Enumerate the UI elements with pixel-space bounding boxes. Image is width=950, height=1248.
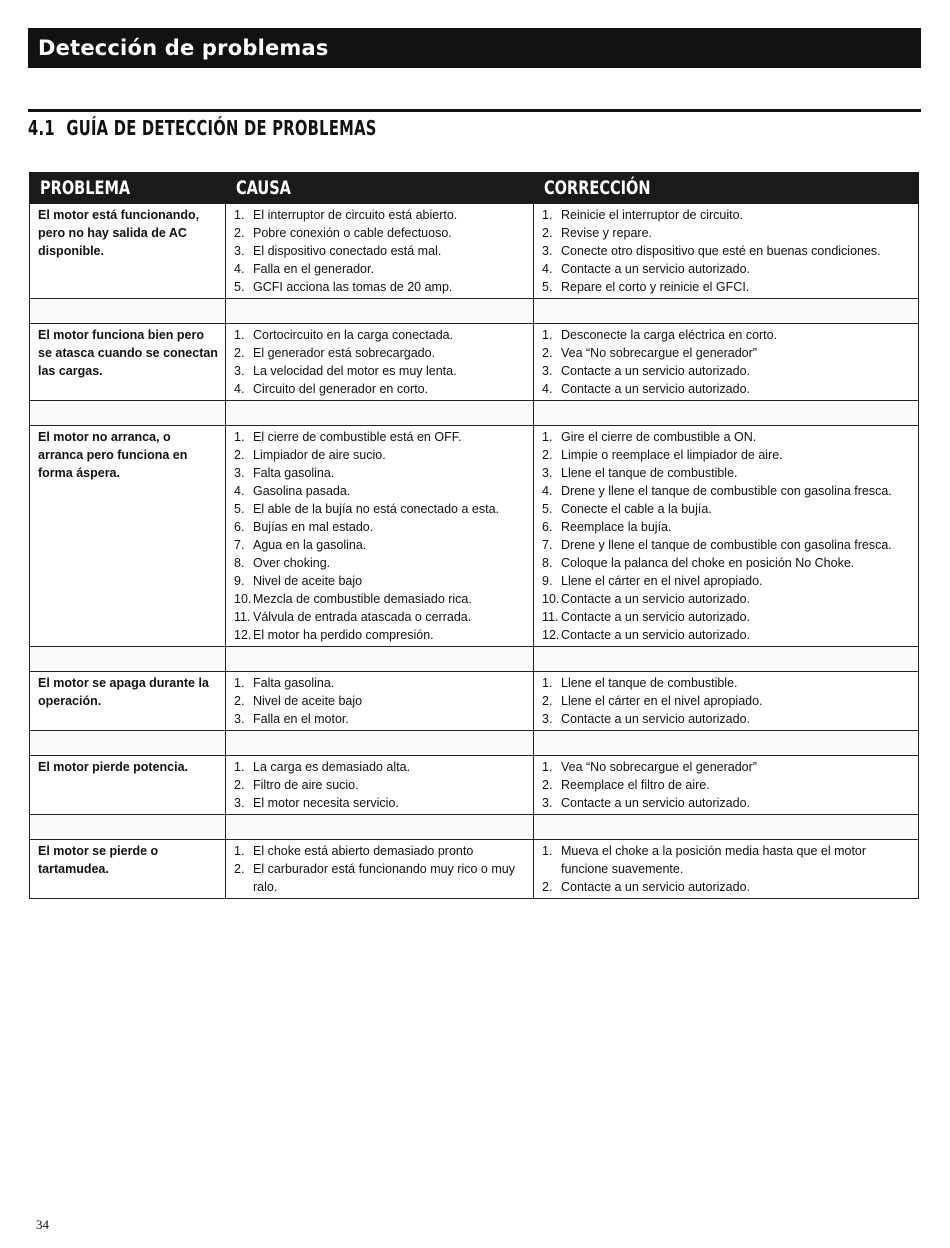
list-item: 2. Limpiador de aire sucio.	[234, 448, 386, 462]
title-rule	[28, 109, 921, 112]
cause-cell	[226, 426, 534, 647]
list-item: 11. Contacte a un servicio autorizado.	[542, 610, 750, 624]
list-item: 2. Pobre conexión o cable defectuoso.	[234, 226, 452, 240]
list-item: 12. El motor ha perdido compresión.	[234, 628, 434, 642]
page-banner: Detección de problemas	[28, 28, 921, 68]
problem-cell: El motor está funcionando, pero no hay salida de AC disponible.	[30, 204, 226, 299]
spacer-cell	[30, 731, 226, 756]
spacer-cell	[534, 815, 919, 840]
list-item: 2. Limpie o reemplace el limpiador de aire.	[542, 448, 783, 462]
list-item: 1. Mueva el choke a la posición media hasta que el motor funcione suavemente.	[542, 844, 867, 876]
list-item: 3. Contacte a un servicio autorizado.	[542, 796, 750, 810]
list-item: 6. Reemplace la bujía.	[542, 520, 672, 534]
spacer-cell	[226, 401, 534, 426]
cause-list	[234, 758, 527, 812]
list-item: 5. Conecte el cable a la bujía.	[542, 502, 712, 516]
list-item: 3. Falla en el motor.	[234, 712, 349, 726]
list-item: 1. Reinicie el interruptor de circuito.	[542, 208, 744, 222]
list-item: 10. Contacte a un servicio autorizado.	[542, 592, 750, 606]
spacer-row	[30, 731, 919, 756]
spacer-cell	[226, 815, 534, 840]
cause-list	[234, 842, 527, 896]
list-item: 1. Falta gasolina.	[234, 676, 335, 690]
list-item: 9. Llene el cárter en el nivel apropiado.	[542, 574, 763, 588]
table-row	[30, 204, 919, 299]
list-item: 4. Circuito del generador en corto.	[234, 382, 429, 396]
list-item: 3. La velocidad del motor es muy lenta.	[234, 364, 457, 378]
correction-list	[542, 842, 912, 896]
list-item: 3. Contacte a un servicio autorizado.	[542, 364, 750, 378]
list-item: 2. El carburador está funcionando muy rico o muy ralo.	[234, 862, 515, 894]
list-item: 5. GCFI acciona las tomas de 20 amp.	[234, 280, 453, 294]
list-item: 4. Drene y llene el tanque de combustible con gasolina fresca.	[542, 484, 892, 498]
page-number: 34	[36, 1217, 49, 1232]
list-item: 4. Contacte a un servicio autorizado.	[542, 382, 750, 396]
section-title-text: GUÍA DE DETECCIÓN DE PROBLEMAS	[66, 116, 377, 140]
cause-cell	[226, 672, 534, 731]
correction-cell	[534, 426, 919, 647]
list-item: 7. Drene y llene el tanque de combustible con gasolina fresca.	[542, 538, 892, 552]
spacer-cell	[534, 647, 919, 672]
list-item: 8. Over choking.	[234, 556, 331, 570]
header-correction: CORRECCIÓN	[534, 173, 919, 204]
list-item: 2. Contacte a un servicio autorizado.	[542, 880, 750, 894]
spacer-row	[30, 401, 919, 426]
correction-cell	[534, 204, 919, 299]
spacer-cell	[30, 299, 226, 324]
list-item: 2. Vea “No sobrecargue el generador”	[542, 346, 757, 360]
list-item: 3. Llene el tanque de combustible.	[542, 466, 738, 480]
list-item: 9. Nivel de aceite bajo	[234, 574, 363, 588]
list-item: 4. Contacte a un servicio autorizado.	[542, 262, 750, 276]
correction-list	[542, 428, 912, 644]
cause-cell	[226, 324, 534, 401]
correction-cell	[534, 756, 919, 815]
correction-cell	[534, 324, 919, 401]
list-item: 10. Mezcla de combustible demasiado rica.	[234, 592, 472, 606]
table-row	[30, 756, 919, 815]
spacer-cell	[534, 299, 919, 324]
spacer-row	[30, 815, 919, 840]
spacer-cell	[534, 401, 919, 426]
spacer-row	[30, 299, 919, 324]
list-item: 1. Vea “No sobrecargue el generador”	[542, 760, 757, 774]
table-row	[30, 426, 919, 647]
table-body	[30, 204, 919, 899]
list-item: 2. El generador está sobrecargado.	[234, 346, 436, 360]
list-item: 5. El able de la bujía no está conectado a esta.	[234, 502, 500, 516]
list-item: 2. Nivel de aceite bajo	[234, 694, 363, 708]
correction-cell	[534, 672, 919, 731]
list-item: 1. Desconecte la carga eléctrica en corto.	[542, 328, 778, 342]
list-item: 4. Falla en el generador.	[234, 262, 374, 276]
list-item: 3. Conecte otro dispositivo que esté en buenas condiciones.	[542, 244, 881, 258]
spacer-cell	[534, 731, 919, 756]
table-row	[30, 840, 919, 899]
cause-list	[234, 206, 527, 296]
list-item: 2. Revise y repare.	[542, 226, 653, 240]
list-item: 3. Falta gasolina.	[234, 466, 335, 480]
spacer-cell	[226, 731, 534, 756]
troubleshooting-table	[29, 172, 919, 899]
list-item: 1. El interruptor de circuito está abierto.	[234, 208, 458, 222]
list-item: 8. Coloque la palanca del choke en posición No Choke.	[542, 556, 855, 570]
list-item: 1. Gire el cierre de combustible a ON.	[542, 430, 757, 444]
list-item: 3. El motor necesita servicio.	[234, 796, 399, 810]
list-item: 7. Agua en la gasolina.	[234, 538, 367, 552]
cause-list	[234, 326, 527, 398]
list-item: 3. El dispositivo conectado está mal.	[234, 244, 442, 258]
spacer-cell	[30, 401, 226, 426]
list-item: 1. El cierre de combustible está en OFF.	[234, 430, 462, 444]
problem-cell: El motor funciona bien pero se atasca cuando se conectan las cargas.	[30, 324, 226, 401]
list-item: 2. Reemplace el filtro de aire.	[542, 778, 710, 792]
spacer-row	[30, 647, 919, 672]
problem-cell: El motor se pierde o tartamudea.	[30, 840, 226, 899]
header-cause: CAUSA	[226, 173, 534, 204]
list-item: 6. Bujías en mal estado.	[234, 520, 374, 534]
correction-list	[542, 758, 912, 812]
spacer-cell	[30, 647, 226, 672]
problem-cell: El motor se apaga durante la operación.	[30, 672, 226, 731]
problem-cell: El motor no arranca, o arranca pero funciona en forma áspera.	[30, 426, 226, 647]
spacer-cell	[226, 647, 534, 672]
list-item: 12. Contacte a un servicio autorizado.	[542, 628, 750, 642]
correction-list	[542, 674, 912, 728]
list-item: 11. Válvula de entrada atascada o cerrada.	[234, 610, 472, 624]
cause-list	[234, 428, 527, 644]
table-row	[30, 324, 919, 401]
problem-cell: El motor pierde potencia.	[30, 756, 226, 815]
correction-list	[542, 326, 912, 398]
spacer-cell	[30, 815, 226, 840]
cause-list	[234, 674, 527, 728]
list-item: 2. Llene el cárter en el nivel apropiado.	[542, 694, 763, 708]
list-item: 1. Llene el tanque de combustible.	[542, 676, 738, 690]
header-problem: PROBLEMA	[30, 173, 226, 204]
table-row	[30, 672, 919, 731]
list-item: 5. Repare el corto y reinicie el GFCI.	[542, 280, 750, 294]
list-item: 2. Filtro de aire sucio.	[234, 778, 359, 792]
correction-cell	[534, 840, 919, 899]
table-header-row	[30, 173, 919, 204]
section-number: 4.1	[28, 116, 55, 140]
list-item: 1. Cortocircuito en la carga conectada.	[234, 328, 454, 342]
cause-cell	[226, 204, 534, 299]
spacer-cell	[226, 299, 534, 324]
section-title	[28, 116, 388, 140]
list-item: 4. Gasolina pasada.	[234, 484, 351, 498]
list-item: 3. Contacte a un servicio autorizado.	[542, 712, 750, 726]
cause-cell	[226, 756, 534, 815]
correction-list	[542, 206, 912, 296]
cause-cell	[226, 840, 534, 899]
list-item: 1. El choke está abierto demasiado pronto	[234, 844, 474, 858]
list-item: 1. La carga es demasiado alta.	[234, 760, 411, 774]
